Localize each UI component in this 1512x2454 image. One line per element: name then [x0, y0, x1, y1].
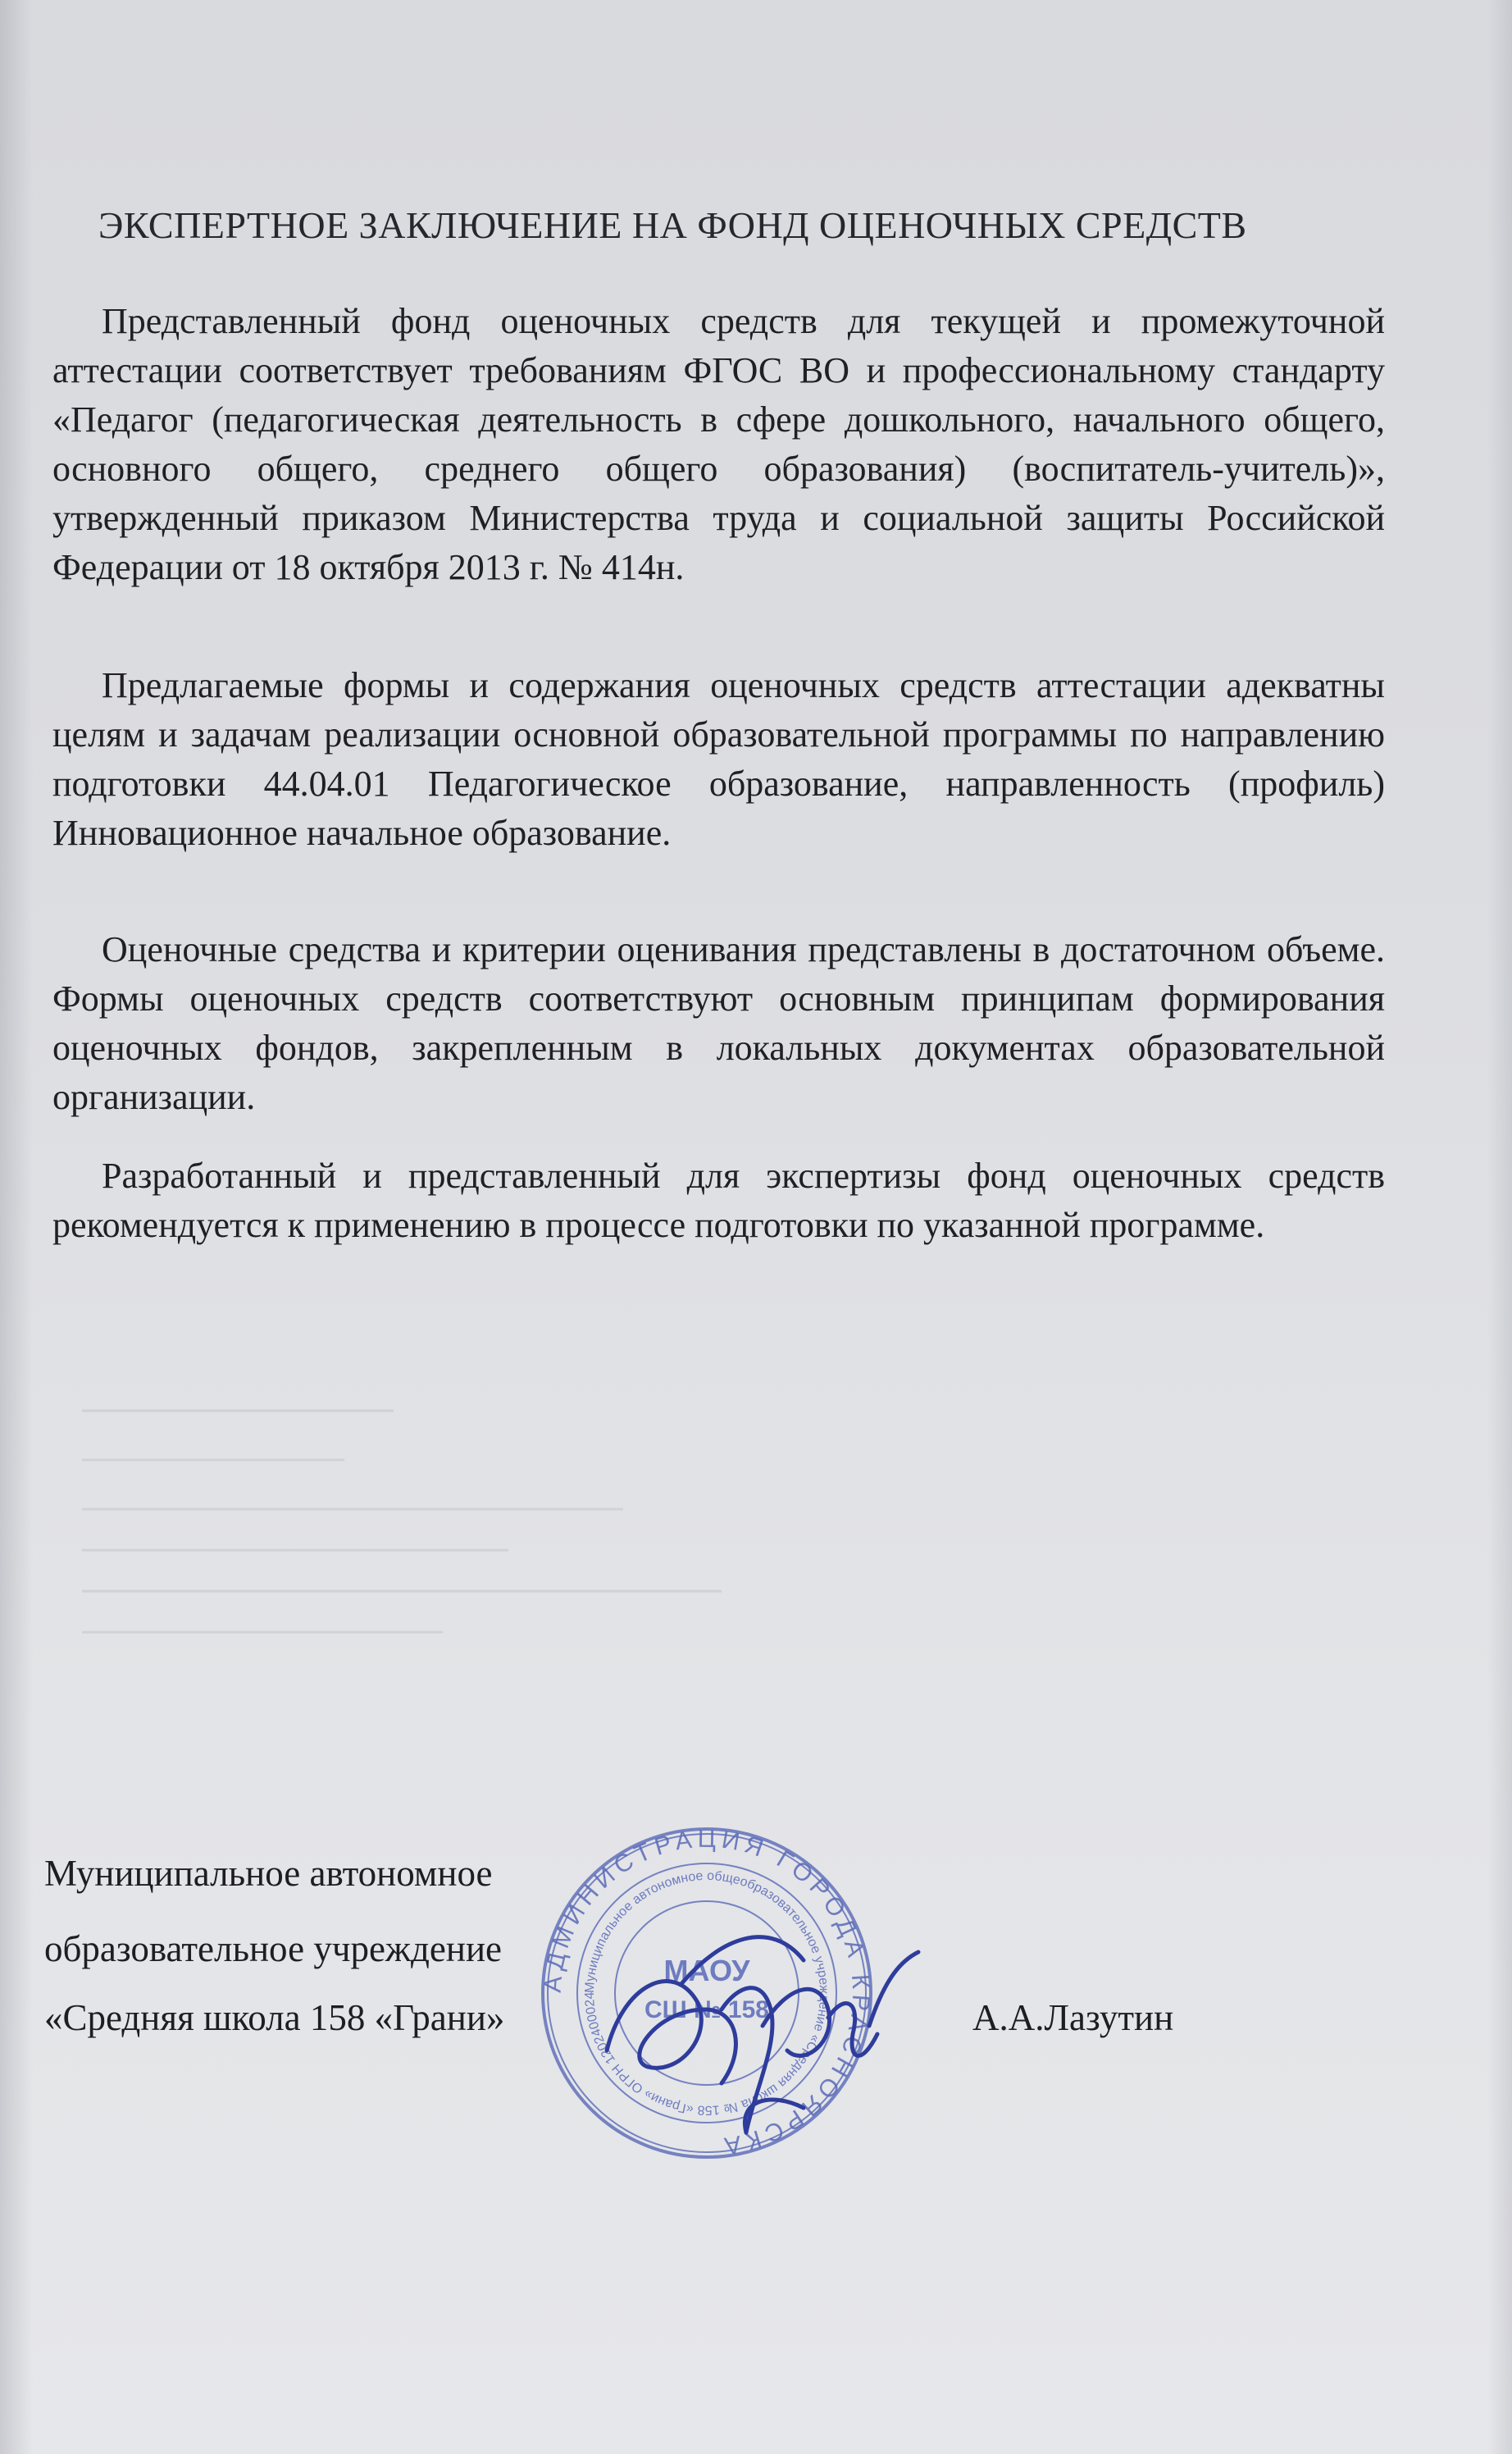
page-edge-shadow	[0, 0, 33, 2454]
signer-name: А.А.Лазутин	[972, 1997, 1174, 2038]
paragraph-adequacy: Предлагаемые формы и содержания оценочных средств аттестации адекватны целям и задачам реализации основной образовательной программы по направлению подготовки 44.04.01 Педагогическое образование, направленность (профиль) Инновационное начальное образование.	[52, 665, 1385, 853]
stamp-center-bottom: СШ № 158	[644, 1996, 769, 2023]
stamp-inner-text: Муниципальное автономное общеобразовательное учреждение «Средняя школа № 158 «Грани» ОГРН 1202400024	[582, 1868, 831, 2118]
stamp-outer-text: АДМИНИСТРАЦИЯ ГОРОДА КРАСНОЯРСКА	[539, 1825, 875, 2160]
document-title: ЭКСПЕРТНОЕ ЗАКЛЮЧЕНИЕ НА ФОНД ОЦЕНОЧНЫХ СРЕДСТВ	[98, 204, 1247, 246]
paragraph-recommendation: Разработанный и представленный для экспертизы фонд оценочных средств рекомендуется к применению в процессе подготовки по указанной программе.	[52, 1156, 1385, 1245]
reverse-side-bleed	[49, 1386, 787, 1681]
page-edge-shadow	[1487, 0, 1512, 2454]
paragraph-criteria: Оценочные средства и критерии оценивания представлены в достаточном объеме. Формы оценочных средств соответствуют основным принципам формирования оценочных фондов, закрепленным в локальных документах образовательной организации.	[52, 929, 1385, 1117]
handwritten-signature	[558, 1886, 935, 2149]
paragraph-compliance: Представленный фонд оценочных средств для текущей и промежуточной аттестации соответствует требованиям ФГОС ВО и профессиональному стандарту «Педагог (педагогическая деятельность в сфере дошкольного, начального общего, основного общего, среднего общего образования) (воспитатель-учитель)», утвержденный приказом Министерства труда и социальной защиты Российской Федерации от 18 октября 2013 г. № 414н.	[52, 301, 1385, 587]
stamp-center-top: МАОУ	[663, 1954, 750, 1987]
organization-line: «Средняя школа 158 «Грани»	[44, 1997, 505, 2038]
organization-line: Муниципальное автономное	[44, 1853, 493, 1894]
organization-line: образовательное учреждение	[44, 1928, 503, 1969]
